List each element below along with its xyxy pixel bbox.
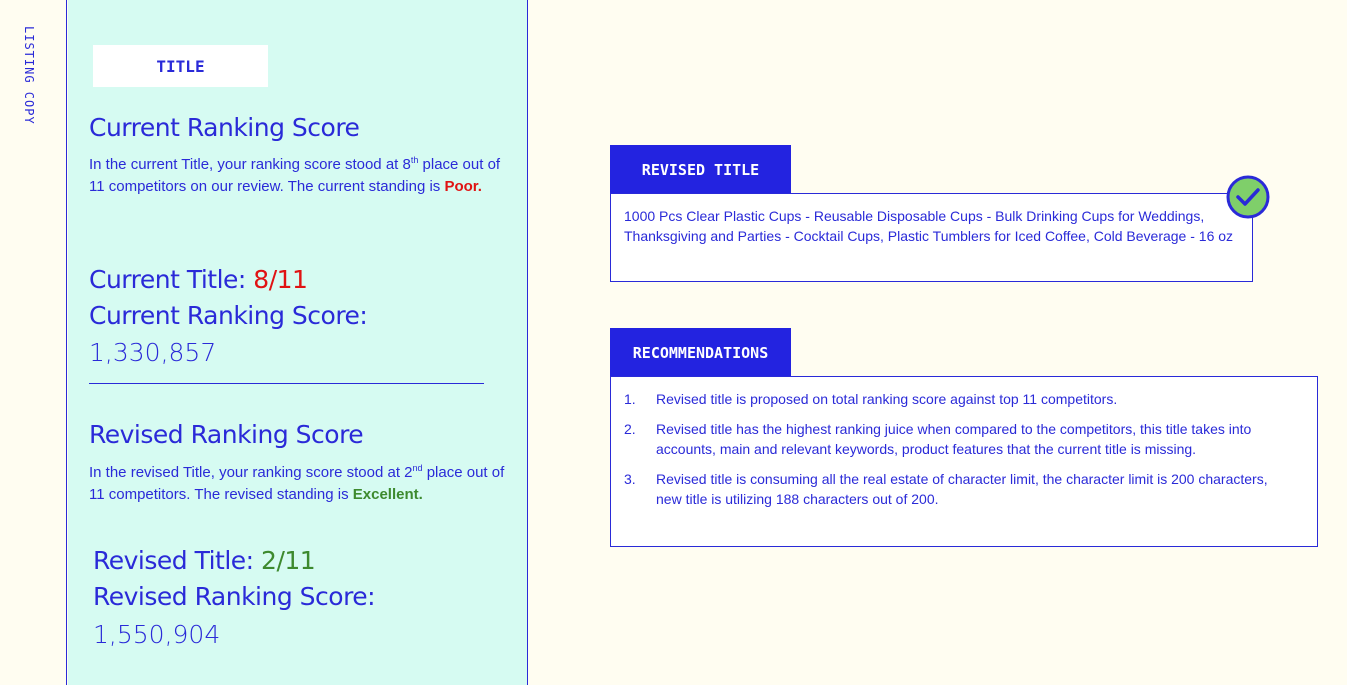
- revised-title-label: Revised Title:: [93, 546, 254, 575]
- current-score-label: Current Ranking Score:: [89, 301, 368, 330]
- revised-title-label: REVISED TITLE: [610, 145, 791, 194]
- revised-ranking-heading: Revised Ranking Score: [89, 420, 364, 449]
- revised-title-value: 2/11: [261, 546, 316, 575]
- section-label: LISTING COPY: [22, 26, 36, 125]
- revised-score-label: Revised Ranking Score:: [93, 582, 376, 611]
- item-number: 2.: [624, 421, 636, 437]
- title-tag: TITLE: [93, 45, 268, 87]
- list-item: [624, 389, 1297, 409]
- recommendations-list: [624, 389, 1297, 509]
- revised-desc-post: place out of 11 competitors. The revised standing is: [89, 464, 505, 503]
- item-number: 3.: [624, 471, 636, 487]
- score-panel: [68, 0, 528, 685]
- revised-title-box: [610, 193, 1253, 282]
- current-title-label: Current Title:: [89, 265, 246, 294]
- revised-standing: Excellent.: [352, 486, 423, 503]
- current-ranking-heading: Current Ranking Score: [89, 113, 360, 142]
- revised-ranking-description: [89, 462, 509, 506]
- revised-score-value: 1,550,904: [93, 620, 221, 649]
- check-circle-icon: [1226, 175, 1270, 219]
- recommendations-label: RECOMMENDATIONS: [610, 328, 791, 377]
- item-text: Revised title has the highest ranking juice when compared to the competitors, this title takes into accounts, main and relevant keywords, product features that the current title is missing.: [656, 421, 1252, 457]
- list-item: [624, 469, 1297, 509]
- item-text: Revised title is proposed on total ranking score against top 11 competitors.: [656, 391, 1118, 407]
- current-desc-pre: In the current Title, your ranking score stood at 8: [89, 156, 411, 173]
- list-item: [624, 419, 1297, 459]
- current-desc-sup: th: [410, 155, 419, 165]
- side-rail: [0, 0, 67, 685]
- current-ranking-description: [89, 154, 509, 198]
- revised-title-text: 1000 Pcs Clear Plastic Cups - Reusable Disposable Cups - Bulk Drinking Cups for Weddings, Thanksgiving and Parties - Cocktail Cups, Plastic Tumblers for Iced Coffee, Cold Beverage - 16 oz: [624, 208, 1234, 244]
- item-number: 1.: [624, 391, 636, 407]
- current-score-value: 1,330,857: [89, 338, 217, 367]
- recommendations-box: [610, 376, 1318, 547]
- current-standing: Poor.: [444, 178, 482, 195]
- revised-title-stat: [93, 546, 315, 575]
- revised-desc-sup: nd: [412, 463, 423, 473]
- item-text: Revised title is consuming all the real estate of character limit, the character limit is 200 characters, new title is utilizing 188 characters out of 200.: [656, 471, 1268, 507]
- current-title-value: 8/11: [253, 265, 308, 294]
- divider: [89, 383, 484, 384]
- revised-desc-pre: In the revised Title, your ranking score stood at 2: [89, 464, 413, 481]
- current-title-stat: [89, 265, 307, 294]
- current-desc-post: place out of 11 competitors on our review. The current standing is: [89, 156, 501, 195]
